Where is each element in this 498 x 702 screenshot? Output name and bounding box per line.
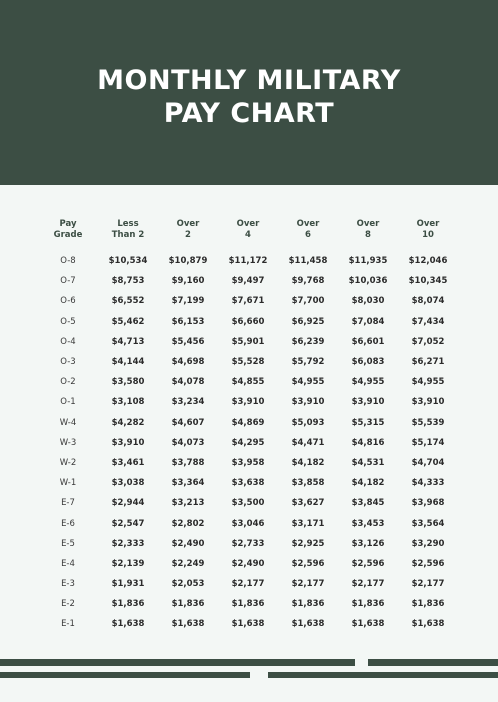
pay-grade-cell: E-1 [61, 619, 75, 630]
table-row [38, 392, 458, 412]
pay-amount-cell: $6,239 [291, 336, 325, 347]
pay-amount-cell: $3,788 [171, 457, 205, 468]
pay-amount-cell: $3,910 [111, 437, 145, 448]
pay-amount-cell: $8,074 [411, 296, 445, 307]
pay-amount-cell: $3,213 [171, 498, 205, 509]
pay-grade-cell: O-3 [60, 357, 76, 368]
column-header-line: 8 [365, 230, 371, 240]
table-row [38, 614, 458, 634]
pay-amount-cell: $5,174 [411, 437, 445, 448]
pay-amount-cell: $10,345 [408, 276, 448, 287]
pay-amount-cell: $3,958 [231, 457, 265, 468]
column-header-line: 4 [245, 230, 251, 240]
pay-amount-cell: $1,638 [231, 619, 265, 630]
pay-amount-cell: $4,869 [231, 417, 265, 428]
pay-amount-cell: $5,901 [231, 336, 265, 347]
pay-amount-cell: $4,955 [411, 377, 445, 388]
pay-amount-cell: $5,792 [291, 357, 325, 368]
pay-amount-cell: $3,234 [171, 397, 205, 408]
pay-amount-cell: $4,073 [171, 437, 205, 448]
table-row [38, 413, 458, 433]
pay-amount-cell: $6,271 [411, 357, 445, 368]
column-header-line: Over [296, 219, 320, 229]
pay-amount-cell: $10,534 [108, 256, 148, 267]
pay-amount-cell: $3,171 [291, 518, 325, 529]
column-header-line: Over [236, 219, 260, 229]
footer-bar [0, 659, 355, 666]
footer-bar [268, 672, 498, 678]
title-line: PAY CHART [163, 98, 335, 129]
pay-amount-cell: $4,955 [351, 377, 385, 388]
column-header-line: Over [416, 219, 440, 229]
table-row [38, 473, 458, 493]
pay-amount-cell: $4,282 [111, 417, 145, 428]
pay-amount-cell: $4,607 [171, 417, 205, 428]
pay-amount-cell: $6,660 [231, 316, 265, 327]
pay-amount-cell: $9,160 [171, 276, 205, 287]
pay-grade-cell: O-2 [60, 377, 76, 388]
pay-grade-cell: W-3 [59, 437, 77, 448]
pay-amount-cell: $2,333 [111, 538, 145, 549]
table-row [38, 493, 458, 513]
table-row [38, 372, 458, 392]
table-row [38, 352, 458, 372]
pay-amount-cell: $2,177 [231, 579, 265, 590]
column-header-line: Grade [53, 230, 83, 240]
pay-amount-cell: $3,910 [411, 397, 445, 408]
table-row [38, 271, 458, 291]
pay-amount-cell: $2,944 [111, 498, 145, 509]
pay-amount-cell: $3,627 [291, 498, 325, 509]
pay-amount-cell: $4,955 [291, 377, 325, 388]
pay-amount-cell: $4,704 [411, 457, 445, 468]
pay-amount-cell: $3,038 [111, 478, 145, 489]
pay-amount-cell: $4,144 [111, 357, 145, 368]
column-header [218, 219, 278, 251]
column-header [158, 219, 218, 251]
pay-amount-cell: $4,333 [411, 478, 445, 489]
pay-amount-cell: $9,497 [231, 276, 265, 287]
pay-table [38, 219, 458, 635]
pay-amount-cell: $3,910 [231, 397, 265, 408]
footer-bar [368, 659, 498, 666]
pay-amount-cell: $4,816 [351, 437, 385, 448]
pay-amount-cell: $2,490 [231, 558, 265, 569]
pay-amount-cell: $3,364 [171, 478, 205, 489]
pay-amount-cell: $1,836 [171, 599, 205, 610]
pay-grade-cell: E-3 [61, 579, 75, 590]
pay-grade-cell: O-7 [60, 276, 76, 287]
pay-amount-cell: $5,528 [231, 357, 265, 368]
column-header [38, 219, 98, 251]
pay-amount-cell: $1,836 [231, 599, 265, 610]
pay-amount-cell: $3,290 [411, 538, 445, 549]
pay-amount-cell: $2,053 [171, 579, 205, 590]
pay-grade-cell: O-5 [60, 316, 76, 327]
table-row [38, 312, 458, 332]
pay-amount-cell: $9,768 [291, 276, 325, 287]
pay-amount-cell: $3,910 [291, 397, 325, 408]
pay-amount-cell: $3,108 [111, 397, 145, 408]
column-header-line: Pay [59, 219, 77, 229]
pay-amount-cell: $3,580 [111, 377, 145, 388]
pay-amount-cell: $7,052 [411, 336, 445, 347]
pay-amount-cell: $2,139 [111, 558, 145, 569]
pay-amount-cell: $6,925 [291, 316, 325, 327]
column-header-line: 10 [422, 230, 434, 240]
table-row [38, 554, 458, 574]
pay-amount-cell: $1,836 [351, 599, 385, 610]
pay-amount-cell: $2,596 [411, 558, 445, 569]
pay-amount-cell: $5,462 [111, 316, 145, 327]
pay-amount-cell: $2,177 [351, 579, 385, 590]
pay-amount-cell: $11,935 [348, 256, 388, 267]
pay-amount-cell: $4,078 [171, 377, 205, 388]
pay-amount-cell: $1,836 [111, 599, 145, 610]
column-header-line: Than 2 [111, 230, 145, 240]
pay-amount-cell: $2,596 [291, 558, 325, 569]
pay-amount-cell: $8,753 [111, 276, 145, 287]
pay-amount-cell: $6,601 [351, 336, 385, 347]
pay-amount-cell: $6,153 [171, 316, 205, 327]
table-row [38, 332, 458, 352]
column-header-line: Over [176, 219, 200, 229]
pay-amount-cell: $5,539 [411, 417, 445, 428]
table-header-row [38, 219, 458, 251]
pay-amount-cell: $4,855 [231, 377, 265, 388]
pay-amount-cell: $7,700 [291, 296, 325, 307]
table-row [38, 513, 458, 533]
title-line: MONTHLY MILITARY [97, 65, 401, 96]
pay-amount-cell: $3,858 [291, 478, 325, 489]
pay-amount-cell: $8,030 [351, 296, 385, 307]
pay-grade-cell: O-6 [60, 296, 76, 307]
footer-bar [0, 672, 250, 678]
pay-amount-cell: $4,182 [351, 478, 385, 489]
pay-amount-cell: $7,199 [171, 296, 205, 307]
table-row [38, 574, 458, 594]
pay-amount-cell: $3,638 [231, 478, 265, 489]
table-body [38, 251, 458, 635]
pay-amount-cell: $1,638 [111, 619, 145, 630]
pay-grade-cell: E-7 [61, 498, 75, 509]
pay-amount-cell: $2,733 [231, 538, 265, 549]
pay-amount-cell: $3,910 [351, 397, 385, 408]
pay-amount-cell: $2,177 [291, 579, 325, 590]
pay-amount-cell: $1,931 [111, 579, 145, 590]
pay-amount-cell: $5,456 [171, 336, 205, 347]
pay-amount-cell: $11,458 [288, 256, 328, 267]
column-header [338, 219, 398, 251]
pay-amount-cell: $2,490 [171, 538, 205, 549]
column-header-line: 6 [305, 230, 311, 240]
table-row [38, 433, 458, 453]
pay-grade-cell: E-2 [61, 599, 75, 610]
pay-amount-cell: $3,126 [351, 538, 385, 549]
table-row [38, 534, 458, 554]
pay-amount-cell: $3,564 [411, 518, 445, 529]
pay-amount-cell: $2,802 [171, 518, 205, 529]
pay-amount-cell: $2,249 [171, 558, 205, 569]
column-header-line: Over [356, 219, 380, 229]
column-header [278, 219, 338, 251]
pay-amount-cell: $6,552 [111, 296, 145, 307]
pay-amount-cell: $5,093 [291, 417, 325, 428]
column-header-line: Less [117, 219, 139, 229]
column-header [398, 219, 458, 251]
pay-amount-cell: $4,182 [291, 457, 325, 468]
pay-amount-cell: $3,453 [351, 518, 385, 529]
pay-amount-cell: $1,638 [351, 619, 385, 630]
pay-amount-cell: $10,036 [348, 276, 388, 287]
pay-amount-cell: $4,698 [171, 357, 205, 368]
pay-grade-cell: W-2 [59, 457, 77, 468]
table-row [38, 291, 458, 311]
pay-grade-cell: W-4 [59, 417, 77, 428]
pay-grade-cell: W-1 [59, 478, 77, 489]
pay-amount-cell: $6,083 [351, 357, 385, 368]
pay-amount-cell: $2,547 [111, 518, 145, 529]
pay-grade-cell: O-4 [60, 336, 76, 347]
pay-amount-cell: $3,461 [111, 457, 145, 468]
pay-amount-cell: $3,046 [231, 518, 265, 529]
table-row [38, 594, 458, 614]
pay-amount-cell: $7,084 [351, 316, 385, 327]
pay-amount-cell: $1,836 [411, 599, 445, 610]
pay-grade-cell: E-4 [61, 558, 75, 569]
pay-amount-cell: $1,638 [291, 619, 325, 630]
pay-amount-cell: $4,295 [231, 437, 265, 448]
column-header [98, 219, 158, 251]
pay-amount-cell: $1,638 [411, 619, 445, 630]
pay-amount-cell: $4,471 [291, 437, 325, 448]
column-header-line: 2 [185, 230, 191, 240]
pay-amount-cell: $2,596 [351, 558, 385, 569]
pay-amount-cell: $5,315 [351, 417, 385, 428]
pay-amount-cell: $12,046 [408, 256, 448, 267]
pay-grade-cell: O-1 [60, 397, 76, 408]
pay-amount-cell: $7,671 [231, 296, 265, 307]
pay-amount-cell: $10,879 [168, 256, 208, 267]
pay-amount-cell: $4,713 [111, 336, 145, 347]
pay-amount-cell: $3,845 [351, 498, 385, 509]
page-title [0, 64, 498, 130]
pay-amount-cell: $11,172 [228, 256, 268, 267]
pay-amount-cell: $1,638 [171, 619, 205, 630]
pay-amount-cell: $1,836 [291, 599, 325, 610]
pay-amount-cell: $4,531 [351, 457, 385, 468]
pay-amount-cell: $2,925 [291, 538, 325, 549]
pay-amount-cell: $3,968 [411, 498, 445, 509]
pay-amount-cell: $3,500 [231, 498, 265, 509]
pay-amount-cell: $2,177 [411, 579, 445, 590]
table-row [38, 251, 458, 271]
pay-grade-cell: E-5 [61, 538, 75, 549]
pay-amount-cell: $7,434 [411, 316, 445, 327]
pay-grade-cell: O-8 [60, 256, 76, 267]
pay-grade-cell: E-6 [61, 518, 75, 529]
table-row [38, 453, 458, 473]
